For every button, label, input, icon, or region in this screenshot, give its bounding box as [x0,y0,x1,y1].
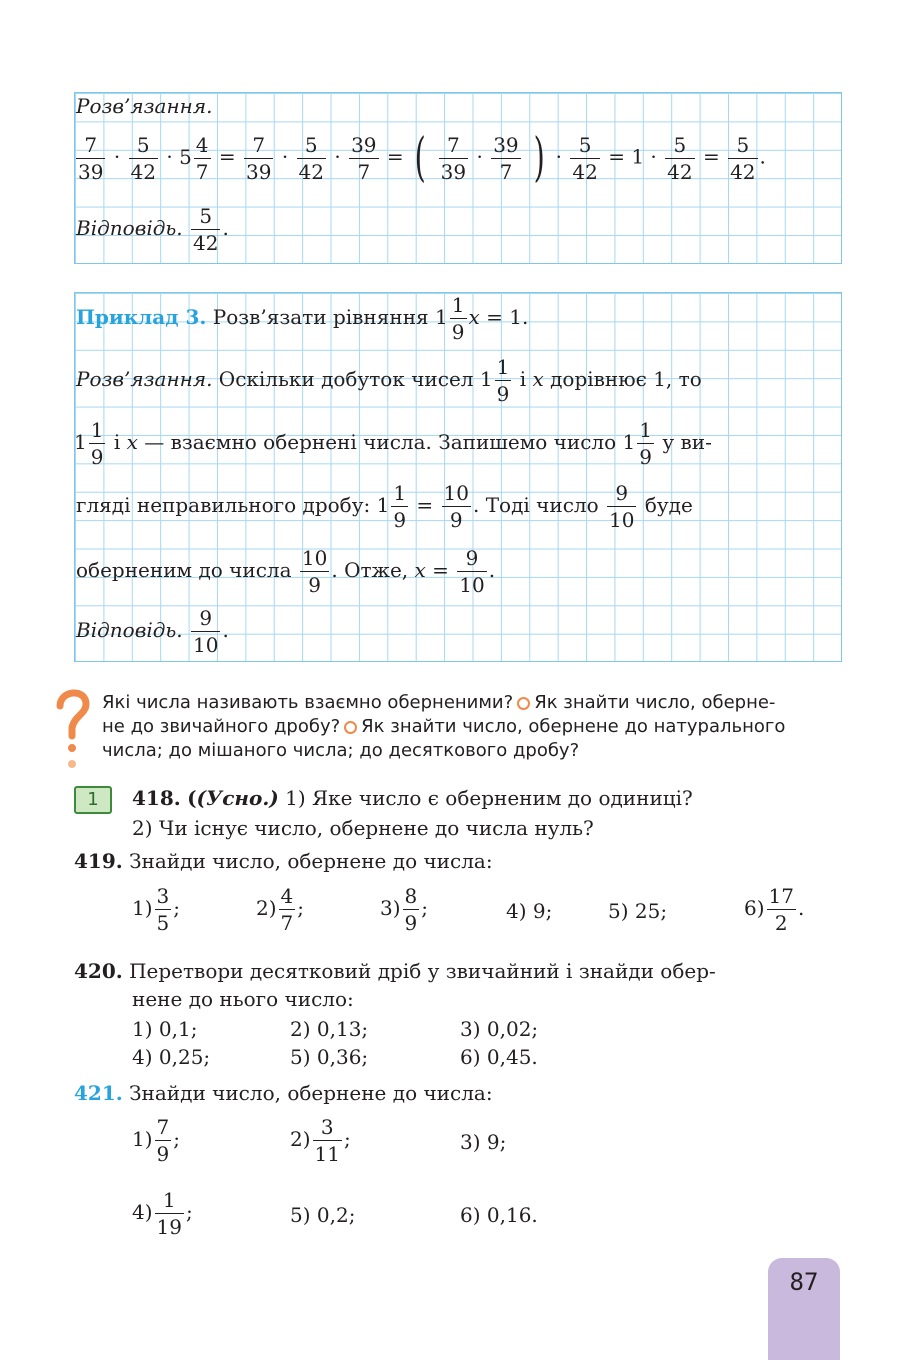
fraction: $\frac{10}{9}$ [443,481,469,532]
question-line-3: числа; до мішаного числа; до десяткового дробу? [102,740,580,761]
fraction: $\frac{39}{7}$ [493,132,519,184]
exercise-420-item: 6) 0,45. [460,1045,538,1069]
bullet-icon [344,721,357,734]
fraction: $\frac{7}{39}$ [440,132,467,184]
question-line-1: Які числа називають взаємно оберненими? Як знайти число, оберне- [102,692,776,713]
exercise-420-item: 1) 0,1; [132,1017,198,1041]
exercise-418: 418. ((Усно.) 1) Яке число є оберненим до одиниці? [132,786,693,810]
exercise-419-item-6: 6) $\frac{17}{2}$ . [744,884,805,935]
fraction: $\frac{10}{9}$ [301,546,328,597]
solution-line-2: 1 $\frac{1}{9}$ і x — взаємно обернені числа. Запишемо число 1 $\frac{1}{9}$ у ви- [74,418,712,469]
exercise-420-line-2: нене до нього число: [132,987,354,1011]
exercise-419-item-3: 3) $\frac{8}{9}$ ; [380,884,429,935]
mixed-number: 1 $\frac{1}{9}$ [74,418,104,469]
exercise-420-item: 2) 0,13; [290,1017,369,1041]
fraction: $\frac{5}{42}$ [193,204,219,255]
question-line-2: не до звичайного дробу? Як знайти число, обернене до натурального [102,716,786,737]
mixed-number: 5 $\frac{4}{7}$ [179,132,209,184]
exercise-421-item-2: 2) $\frac{3}{11}$ ; [290,1115,351,1166]
fraction: $\frac{5}{42}$ [667,132,693,184]
solution-line-3: гляді неправильного дробу: 1 $\frac{1}{9}$ = $\frac{10}{9}$ . Тоді число $\frac{9}{10}$ буде [76,481,693,532]
exercise-419: 419. Знайди число, обернене до числа: [74,849,493,873]
example-task: Приклад 3. Розв’язати рівняння 1 $\frac{1}{9}$ x = 1. [76,293,529,344]
exercise-421: 421. Знайди число, обернене до числа: [74,1081,493,1105]
mixed-number: 1 $\frac{1}{9}$ [479,355,510,406]
exercise-419-item-5: 5) 25; [608,899,668,923]
exercise-420: 420. Перетвори десятковий дріб у звичайний і знайди обер- [74,959,716,983]
level-badge: 1 [74,786,112,814]
solution-line-4: оберненим до числа $\frac{10}{9}$ . Отже, x = $\frac{9}{10}$ . [76,546,496,597]
fraction: $\frac{5}{42}$ [298,132,324,184]
mixed-number: 1 $\frac{1}{9}$ [376,481,407,532]
exercise-419-item-2: 2) $\frac{4}{7}$ ; [256,884,305,935]
exercise-419-item-4: 4) 9; [506,899,553,923]
exercise-421-item-4: 4) $\frac{1}{19}$ ; [132,1188,193,1239]
answer-line: Відповідь. $\frac{5}{42}$ . [76,204,229,255]
fraction: $\frac{9}{10}$ [193,606,219,657]
fraction: $\frac{5}{42}$ [572,132,598,184]
solution-label: Розв’язання. [76,94,213,118]
solution-equation: $\frac{7}{39}$ · $\frac{5}{42}$ · 5 $\frac{4}{7}$ = $\frac{7}{39}$ · $\frac{5}{42}$ · $\frac{39}{7}$ = ( $\frac{7}{39}$ · $\frac{39}{7}$ ) · $\frac{5}{42}$ = 1 · $\frac{5}{42}$ = $\frac{5}{42}$ . [78,128,766,188]
exercise-419-item-1: 1) $\frac{3}{5}$ ; [132,884,181,935]
exercise-420-item: 4) 0,25; [132,1045,211,1069]
fraction: $\frac{5}{42}$ [130,132,156,184]
fraction: $\frac{5}{42}$ [730,132,756,184]
fraction: $\frac{39}{7}$ [351,132,377,184]
page-number: 87 [768,1258,840,1360]
solution-line-1: Розв’язання. Оскільки добуток чисел 1 $\frac{1}{9}$ і x дорівнює 1, то [76,355,702,406]
fraction: $\frac{9}{10}$ [459,546,485,597]
exercise-421-item-6: 6) 0,16. [460,1203,538,1227]
exercise-420-item: 3) 0,02; [460,1017,539,1041]
mixed-number: 1 $\frac{1}{9}$ [435,293,465,344]
exercise-420-item: 5) 0,36; [290,1045,369,1069]
right-paren: ) [533,128,545,188]
fraction: $\frac{9}{10}$ [609,481,635,532]
answer-line: Відповідь. $\frac{9}{10}$ . [76,606,229,657]
exercise-421-item-1: 1) $\frac{7}{9}$ ; [132,1115,181,1166]
left-paren: ( [414,128,426,188]
mixed-number: 1 $\frac{1}{9}$ [622,418,652,469]
question-mark-icon [52,684,92,774]
exercise-418-line-2: 2) Чи існує число, обернене до числа нуль? [132,816,594,840]
fraction: $\frac{7}{39}$ [246,132,272,184]
bullet-icon [517,697,530,710]
fraction: $\frac{7}{39}$ [78,132,104,184]
exercise-421-item-3: 3) 9; [460,1130,507,1154]
exercise-421-item-5: 5) 0,2; [290,1203,356,1227]
